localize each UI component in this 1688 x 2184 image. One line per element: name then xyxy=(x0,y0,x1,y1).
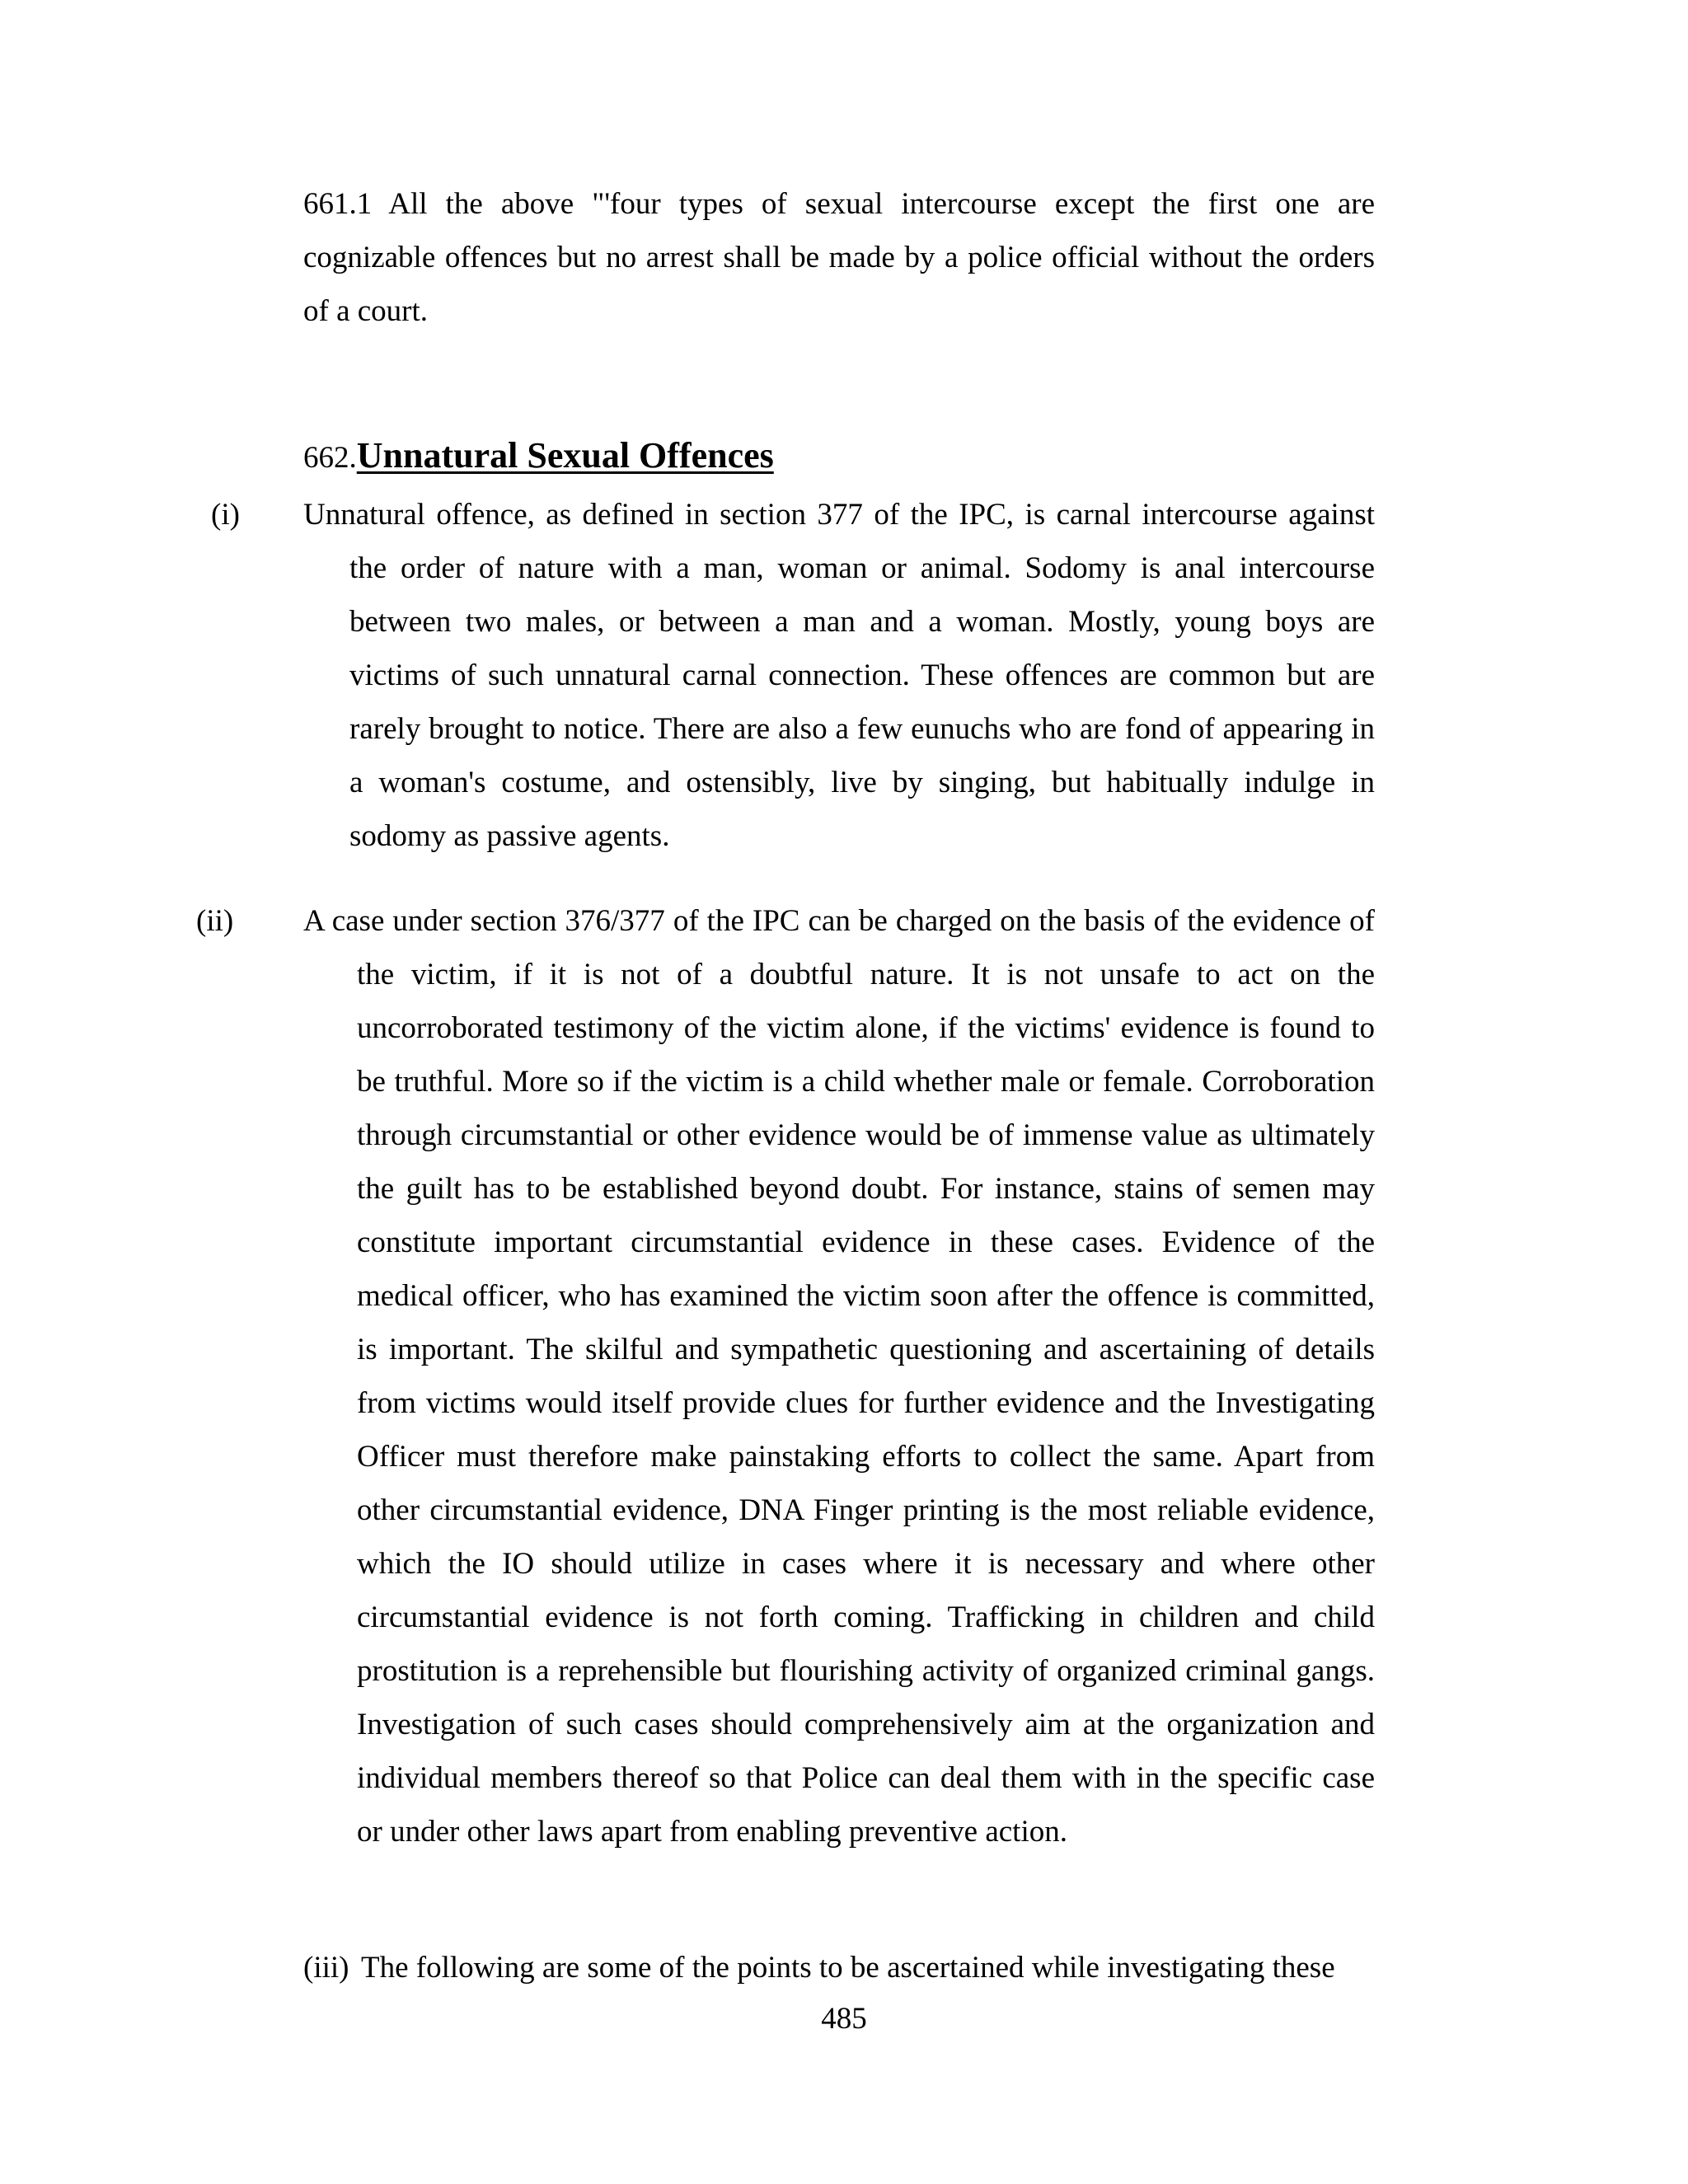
section-heading-662 xyxy=(303,429,774,485)
list-item-text: A case under section 376/377 of the IPC can be charged on the basis of the evidence of the victim, if it is not of a doubtful nature. It is not unsafe to act on the uncorroborated testimony of the victim alone, if the victims' evidence is found to be truthful. More so if the victim is a child whether male or female. Corroboration through circumstantial or other evidence would be of immense value as ultimately the guilt has to be established beyond doubt. For instance, stains of semen may constitute important circumstantial evidence in these cases. Evidence of the medical officer, who has examined the victim soon after the offence is committed, is important. The skilful and sympathetic questioning and ascertaining of details from victims would itself provide clues for further evidence and the Investigating Officer must therefore make painstaking efforts to collect the same. Apart from other circumstantial evidence, DNA Finger printing is the most reliable evidence, which the IO should utilize in cases where it is necessary and where other circumstantial evidence is not forth coming. Trafficking in children and child prostitution is a reprehensible but flourishing activity of organized criminal gangs. Investigation of such cases should comprehensively aim at the organization and individual members thereof so that Police can deal them with in the specific case or under other laws apart from enabling preventive action. xyxy=(303,904,1375,1849)
list-item-iii-paragraph xyxy=(303,1941,1375,1994)
list-item-ii-paragraph xyxy=(196,894,1375,1858)
list-item-label: (iii) xyxy=(303,1951,349,1985)
paragraph-661-1: 661.1 All the above "'four types of sexual intercourse except the first one are cognizable offences but no arrest shall be made by a police official without the orders of a court. xyxy=(303,187,1375,328)
section-title: Unnatural Sexual Offences xyxy=(356,435,774,476)
list-item-text: Unnatural offence, as defined in section 377 of the IPC, is carnal intercourse against the order of nature with a man, woman or animal. Sodomy is anal intercourse between two males, or between a man and a woman. Mostly, young boys are victims of such unnatural carnal connection. These offences are common but are rarely brought to notice. There are also a few eunuchs who are fond of appearing in a woman's costume, and ostensibly, live by singing, but habitually indulge in sodomy as passive agents. xyxy=(303,498,1375,853)
list-item-label: (i) xyxy=(211,498,240,532)
list-item-text: The following are some of the points to be ascertained while investigating these xyxy=(361,1951,1335,1985)
section-number: 662. xyxy=(303,441,357,475)
list-item-i xyxy=(211,488,1375,863)
list-item-label: (ii) xyxy=(196,904,234,938)
list-item-i-paragraph xyxy=(211,488,1375,863)
list-item-ii xyxy=(196,894,1375,1858)
list-item-iii xyxy=(303,1941,1375,1994)
page-number: 485 xyxy=(821,2002,867,2036)
